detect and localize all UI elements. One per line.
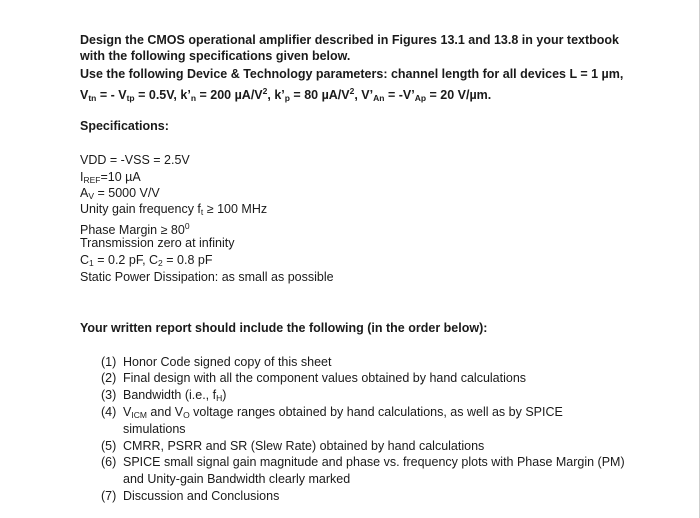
squared-superscript-1: 2	[262, 86, 268, 96]
intro-line-1: Design the CMOS operational amplifier described in Figures 13.1 and 13.8 in your textbook	[80, 33, 620, 47]
vicm-subscript: ICM	[131, 410, 147, 420]
va-value-text: = 20 V/µm.	[426, 88, 492, 102]
vtn-subscript: tn	[88, 93, 97, 103]
intro-line-3: Use the following Device & Technology parameters: channel length for all devices L = 1 µm,	[80, 67, 624, 81]
list-text: V	[123, 405, 132, 419]
list-text: Discussion and Conclusions	[123, 489, 280, 503]
iref-subscript: REF	[83, 175, 101, 185]
report-heading: Your written report should include the following (in the order below):	[80, 321, 488, 335]
av-subscript: V	[88, 191, 95, 201]
van-subscript: An	[373, 93, 385, 103]
list-number: (2)	[101, 371, 117, 385]
list-number: (5)	[101, 439, 117, 453]
list-item	[101, 438, 484, 454]
intro-line-2: with the following specifications given below.	[80, 49, 351, 63]
kp-value-text: = 80 µA/V	[289, 88, 350, 102]
van-text: , V’	[354, 88, 374, 102]
kp-text: , k’	[267, 88, 285, 102]
ugf-subscript: t	[200, 207, 204, 217]
iref-value: =10 µA	[100, 170, 141, 184]
c2-subscript: 2	[158, 258, 163, 268]
c2-value: = 0.8 pF	[162, 253, 213, 267]
list-number: (4)	[101, 405, 117, 419]
vap-subscript: Ap	[414, 93, 427, 103]
spec-vdd: VDD = -VSS = 2.5V	[80, 153, 190, 167]
list-number: (7)	[101, 489, 117, 503]
list-item	[101, 454, 625, 470]
pm-text: Phase Margin ≥ 80	[80, 223, 185, 237]
kn-subscript: n	[190, 93, 197, 103]
c1-subscript: 1	[89, 258, 94, 268]
list-number: (6)	[101, 455, 117, 469]
vtp-subscript: tp	[126, 93, 135, 103]
vap-text: = -V’	[384, 88, 415, 102]
fh-subscript: H	[216, 393, 223, 403]
list-item	[101, 354, 331, 370]
iref-text: I	[80, 170, 84, 184]
list-text-post: voltage ranges obtained by hand calculations, as well as by SPICE	[189, 405, 563, 419]
list-item	[101, 370, 526, 386]
spec-power: Static Power Dissipation: as small as possible	[80, 270, 334, 284]
squared-superscript-2: 2	[349, 86, 355, 96]
kn-value-text: = 200 µA/V	[196, 88, 263, 102]
list-item-continuation: simulations	[123, 422, 186, 436]
specifications-heading: Specifications:	[80, 119, 169, 133]
vt-mid-text: = - V	[96, 88, 127, 102]
av-value: = 5000 V/V	[94, 186, 160, 200]
list-text: Bandwidth (i.e., f	[123, 388, 217, 402]
list-text-mid: and V	[146, 405, 184, 419]
kp-subscript: p	[284, 93, 290, 103]
list-text: Honor Code signed copy of this sheet	[123, 355, 332, 369]
list-text: Final design with all the component values obtained by hand calculations	[123, 371, 527, 385]
c1-value: = 0.2 pF, C	[93, 253, 159, 267]
spec-transmission-zero: Transmission zero at infinity	[80, 236, 235, 250]
ugf-text: Unity gain frequency f	[80, 202, 201, 216]
list-text: SPICE small signal gain magnitude and phase vs. frequency plots with Phase Margin (PM)	[123, 455, 625, 469]
list-text-post: )	[222, 388, 227, 402]
vt-text: V	[80, 88, 89, 102]
vo-subscript: O	[183, 410, 190, 420]
list-item	[101, 488, 279, 504]
device-parameters-line	[80, 83, 491, 106]
list-item-continuation: and Unity-gain Bandwidth clearly marked	[123, 472, 351, 486]
list-number: (3)	[101, 388, 117, 402]
c1-text: C	[80, 253, 90, 267]
ugf-value: ≥ 100 MHz	[203, 202, 268, 216]
vt-value-text: = 0.5V, k’	[134, 88, 191, 102]
list-number: (1)	[101, 355, 117, 369]
degree-superscript: 0	[184, 221, 190, 231]
av-text: A	[80, 186, 89, 200]
list-text: CMRR, PSRR and SR (Slew Rate) obtained by hand calculations	[123, 439, 485, 453]
